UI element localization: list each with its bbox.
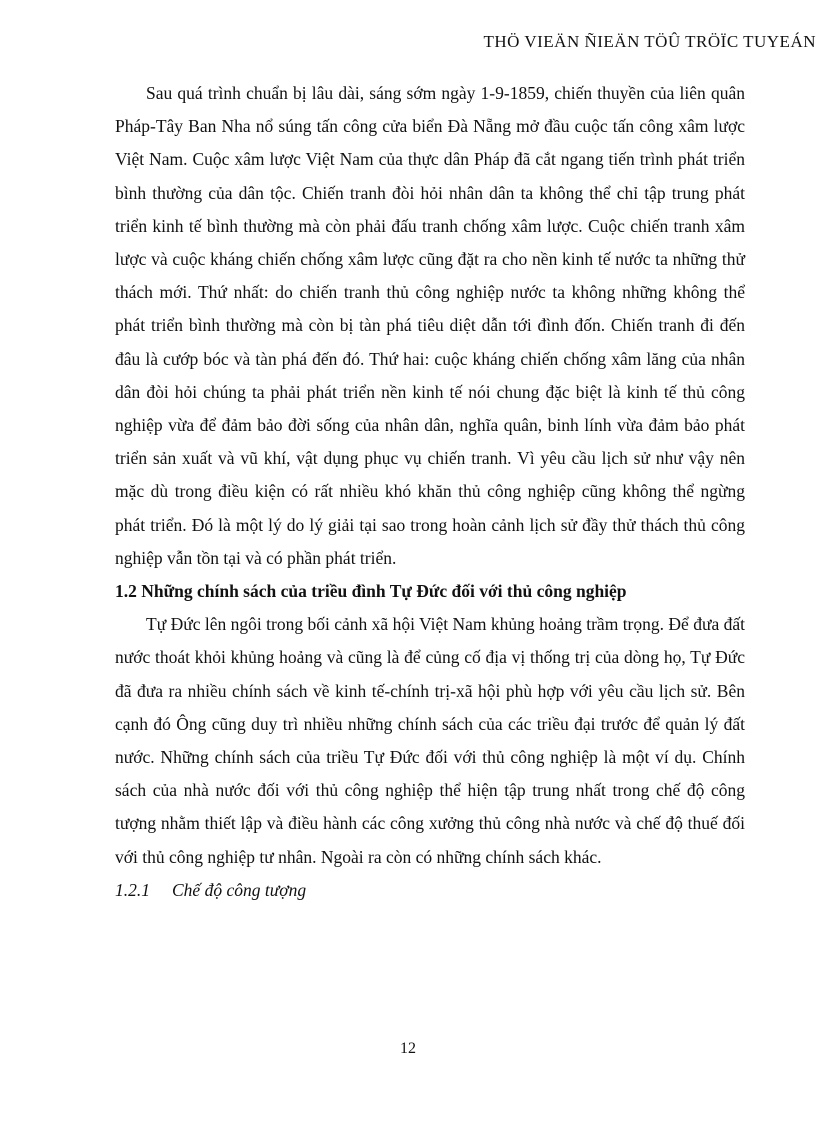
- subsection-number: 1.2.1: [115, 879, 150, 900]
- paragraph-intro: Sau quá trình chuẩn bị lâu dài, sáng sớm ngày 1-9-1859, chiến thuyền của liên quân Pháp-Tây Ban Nha nổ súng tấn công cửa biển Đà Nẵng mở đầu cuộc tấn công xâm lược Việt Nam. Cuộc xâm lược Việt Nam của thực dân Pháp đã cắt ngang tiến trình phát triển bình thường của dân tộc. Chiến tranh đòi hỏi nhân dân ta không thể chỉ tập trung phát triển kinh tế bình thường mà còn phải đấu tranh chống xâm lược. Cuộc chiến tranh xâm lược và cuộc kháng chiến chống xâm lược cũng đặt ra cho nền kinh tế nước ta những thử thách mới. Thứ nhất: do chiến tranh thủ công nghiệp nước ta không những không thể phát triển bình thường mà còn bị tàn phá tiêu diệt dẫn tới đình đốn. Chiến tranh đi đến đâu là cướp bóc và tàn phá đến đó. Thứ hai: cuộc kháng chiến chống xâm lăng của nhân dân đòi hỏi chúng ta phải phát triển nền kinh tế nói chung đặc biệt là kinh tế thủ công nghiệp vừa để đảm bảo đời sống của nhân dân, nghĩa quân, binh lính vừa đảm bảo phát triển sản xuất và vũ khí, vật dụng phục vụ chiến tranh. Vì yêu cầu lịch sử như vậy nên mặc dù trong điều kiện có rất nhiều khó khăn thủ công nghiệp cũng không thể ngừng phát triển. Đó là một lý do lý giải tại sao trong hoàn cảnh lịch sử đầy thử thách thủ công nghiệp vẫn tồn tại và có phần phát triển.: [115, 83, 745, 568]
- page-header: THÖ VIEÄN ÑIEÄN TÖÛ TRÖÏC TUYEÁN: [483, 32, 816, 51]
- page-number: 12: [400, 1040, 416, 1057]
- document-body: [115, 77, 745, 907]
- subsection-heading: [115, 874, 745, 907]
- paragraph-tu-duc: Tự Đức lên ngôi trong bối cảnh xã hội Việt Nam khủng hoảng trầm trọng. Để đưa đất nước thoát khỏi khủng hoảng và cũng là để củng cố địa vị thống trị của dòng họ, Tự Đức đã đưa ra nhiều chính sách về kinh tế-chính trị-xã hội phù hợp với yêu cầu lịch sử. Bên cạnh đó Ông cũng duy trì nhiều những chính sách của các triều đại trước để quản lý đất nước. Những chính sách của triều Tự Đức đối với thủ công nghiệp là một ví dụ. Chính sách của nhà nước đối với thủ công nghiệp thể hiện tập trung nhất trong chế độ công tượng nhằm thiết lập và điều hành các công xưởng thủ công nhà nước và chế độ thuế đối với thủ công nghiệp tư nhân. Ngoài ra còn có những chính sách khác.: [115, 614, 745, 867]
- section-heading: 1.2 Những chính sách của triều đình Tự Đức đối với thủ công nghiệp: [115, 581, 627, 602]
- subsection-title: Chế độ công tượng: [172, 879, 307, 900]
